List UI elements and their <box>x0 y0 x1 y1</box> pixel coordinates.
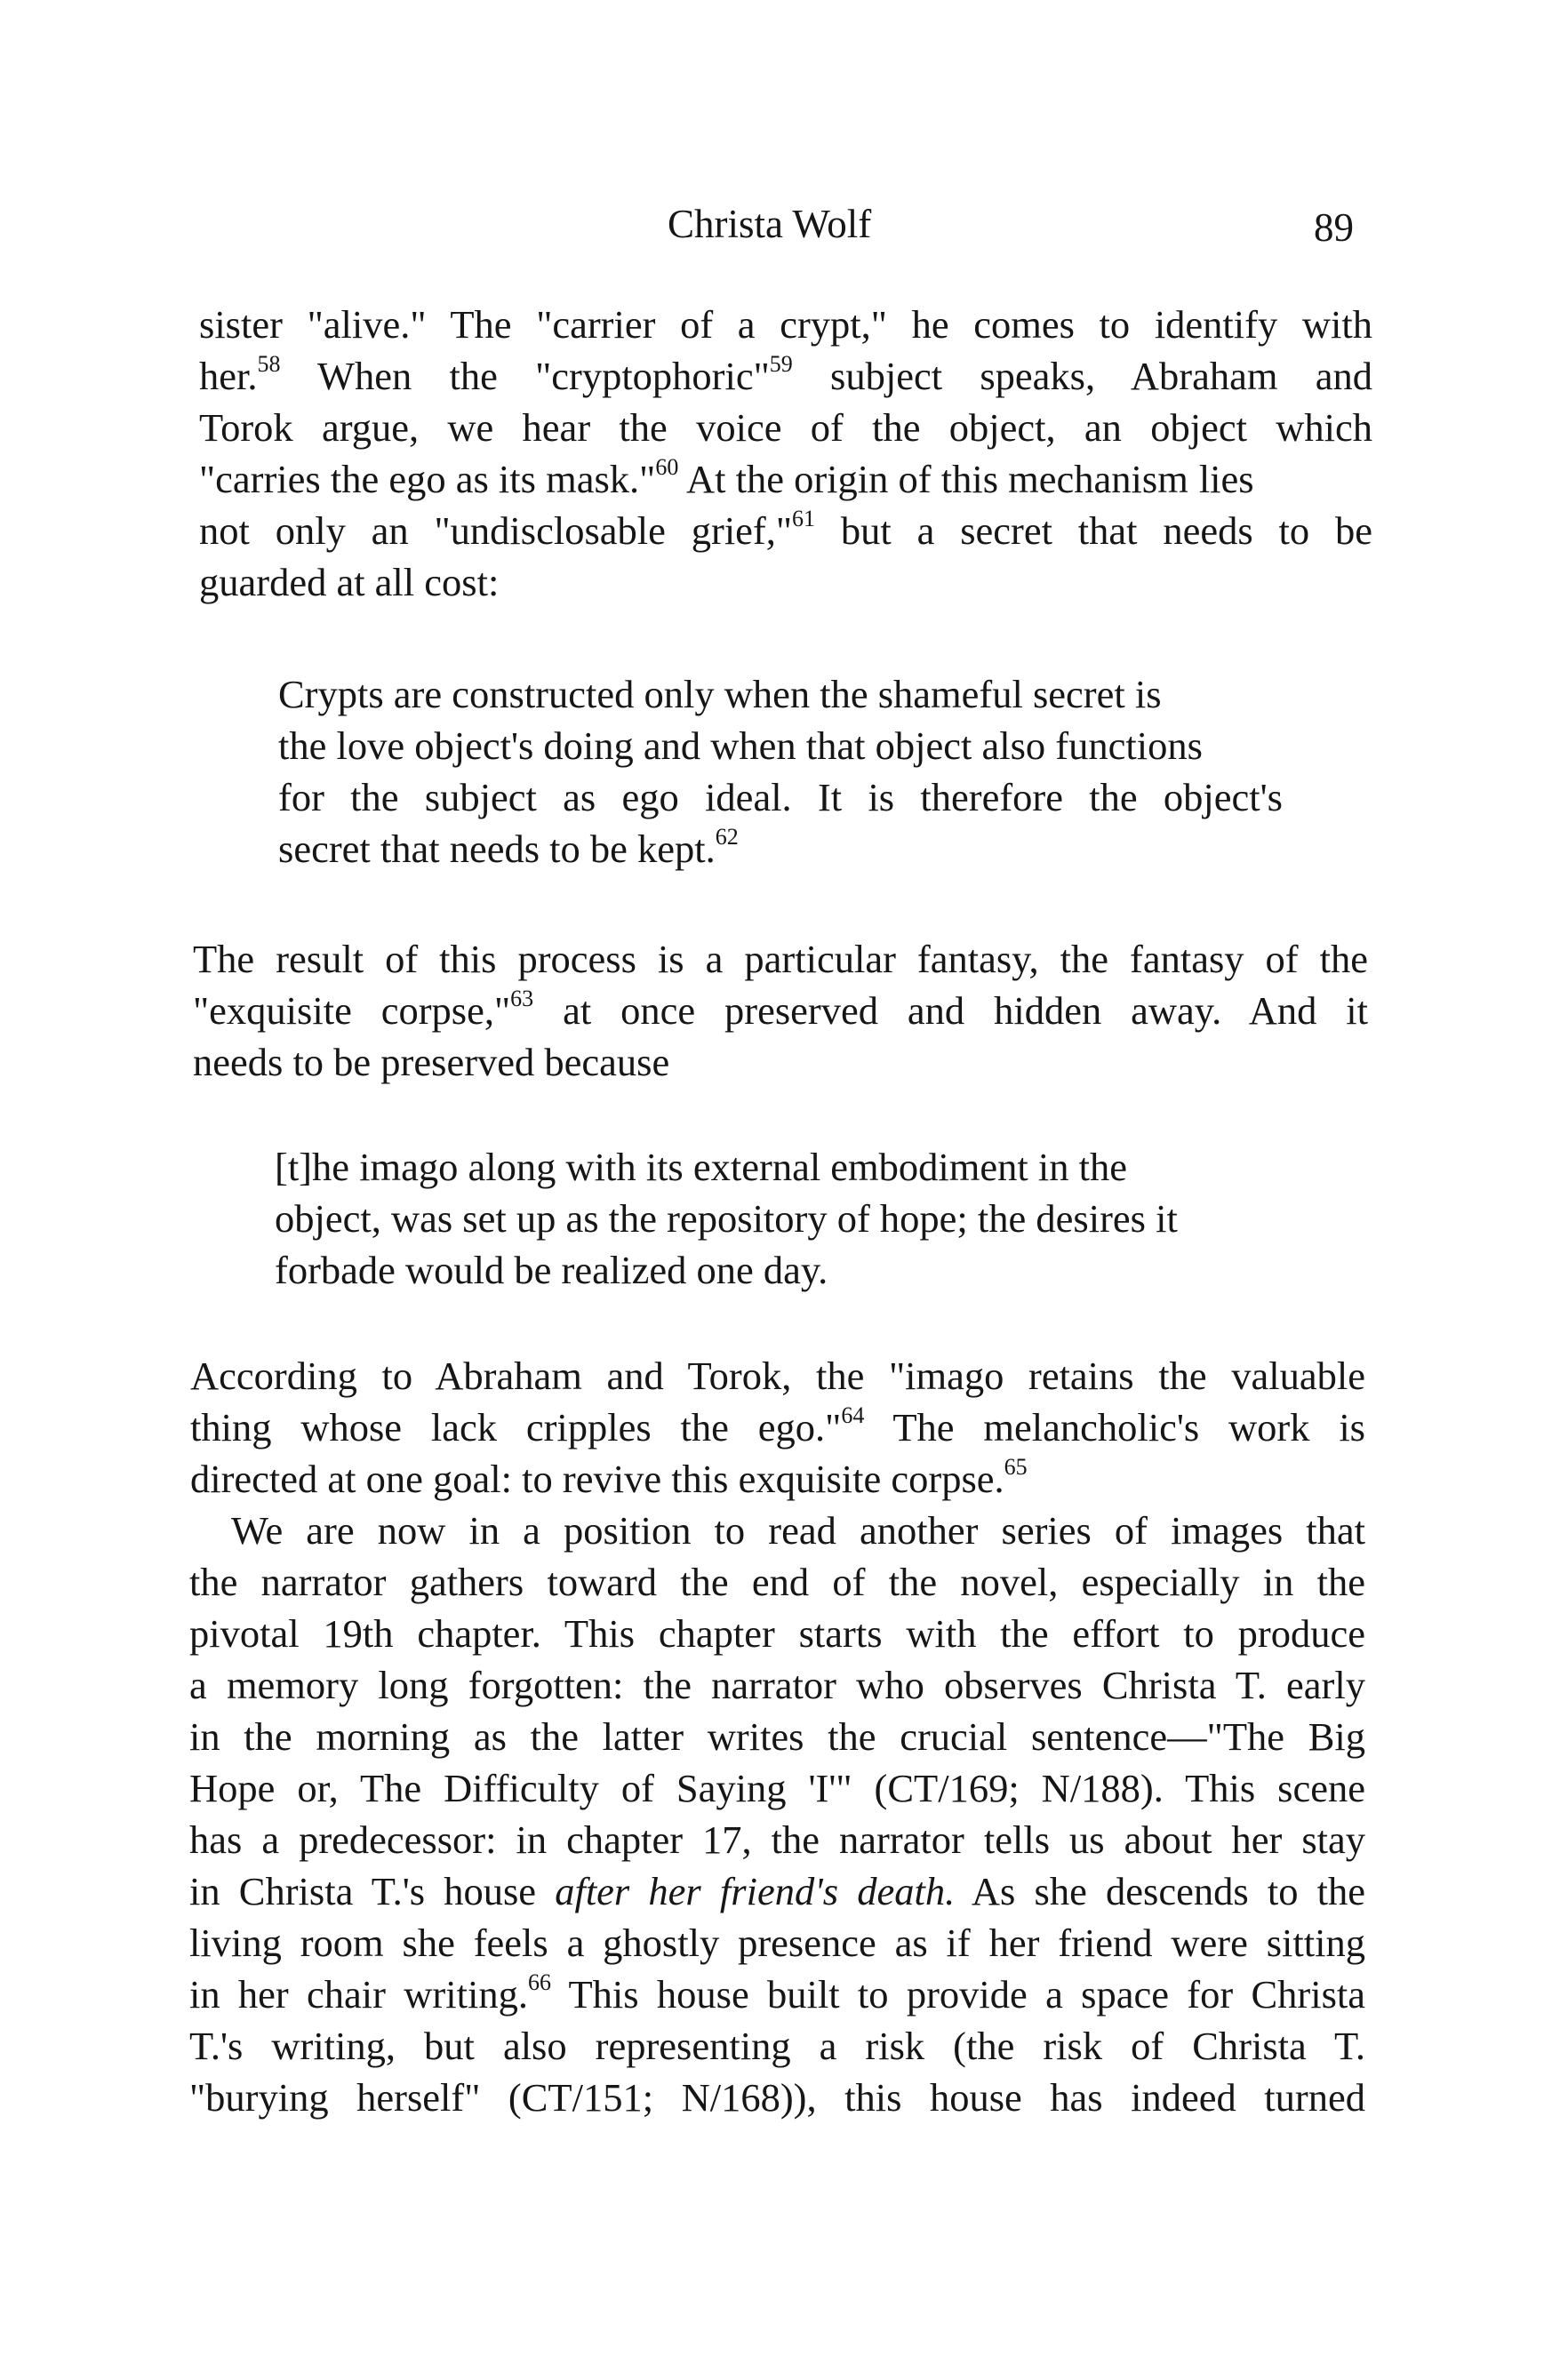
footnote-ref: 61 <box>792 506 816 532</box>
text-line: "burying herself" (CT/151; N/168)), this house has indeed turned <box>189 2075 1365 2120</box>
quote-line: the love object's doing and when that object also functions <box>278 723 1203 768</box>
running-title: Christa Wolf <box>668 202 872 246</box>
text-line: in the morning as the latter writes the crucial sentence—"The Big <box>189 1714 1365 1759</box>
text-line: her.$^{58}$ When the "cryptophoric"$^{59}$ subject speaks, Abraham and <box>199 351 1372 398</box>
footnote-ref: 63 <box>510 986 534 1012</box>
text-line: "carries the ego as its mask."$^{60}$ At the origin of this mechanism lies <box>199 454 1254 501</box>
footnote-ref: 59 <box>769 351 793 378</box>
quote-line: [t]he imago along with its external embodiment in the <box>275 1145 1127 1189</box>
text-line: the narrator gathers toward the end of the novel, especially in the <box>189 1560 1365 1604</box>
text-line: guarded at all cost: <box>199 560 500 604</box>
text-line: in her chair writing.$^{66}$ This house built to provide a space for Christa <box>189 1969 1365 2017</box>
footnote-ref: 65 <box>1004 1454 1028 1481</box>
page-number: 89 <box>1314 205 1354 250</box>
text-line: "exquisite corpse,"$^{63}$ at once preserved and hidden away. And it <box>193 986 1368 1033</box>
quote-line: secret that needs to be kept.$^{62}$ <box>278 824 739 871</box>
quote-line: object, was set up as the repository of hope; the desires it <box>275 1196 1178 1241</box>
text-line: pivotal 19th chapter. This chapter starts with the effort to produce <box>189 1611 1365 1656</box>
italic-phrase: after her friend's death. <box>555 1869 956 1913</box>
quote-line: forbade would be realized one day. <box>275 1248 828 1292</box>
text-line: We are now in a position to read another series of images that <box>231 1508 1365 1553</box>
footnote-ref: 58 <box>257 351 281 378</box>
text-line: in Christa T.'s house after her friend's death. As she descends to the <box>189 1869 1365 1913</box>
text-line: thing whose lack cripples the ego."$^{64}$ The melancholic's work is <box>190 1402 1366 1450</box>
footnote-ref: 66 <box>527 1969 551 1996</box>
text-line: According to Abraham and Torok, the "imago retains the valuable <box>190 1354 1365 1398</box>
running-head <box>0 197 1560 251</box>
text-line: has a predecessor: in chapter 17, the narrator tells us about her stay <box>189 1817 1365 1862</box>
footnote-ref: 60 <box>655 454 679 481</box>
text-line: living room she feels a ghostly presence as if her friend were sitting <box>189 1921 1365 1965</box>
text-line: Hope or, The Difficulty of Saying 'I'" (CT/169; N/188). This scene <box>189 1766 1365 1810</box>
text-line: Torok argue, we hear the voice of the object, an object which <box>199 405 1372 450</box>
quote-line: Crypts are constructed only when the shameful secret is <box>278 672 1162 716</box>
text-line: directed at one goal: to revive this exquisite corpse.$^{65}$ <box>190 1454 1028 1501</box>
text-line: needs to be preserved because <box>193 1040 670 1084</box>
text-line: The result of this process is a particular fantasy, the fantasy of the <box>193 937 1368 981</box>
footnote-ref: 62 <box>715 824 739 851</box>
text-line: sister "alive." The "carrier of a crypt," he comes to identify with <box>199 302 1372 347</box>
footnote-ref: 64 <box>841 1402 865 1429</box>
text-line: not only an "undisclosable grief,"$^{61}$ but a secret that needs to be <box>199 506 1372 553</box>
text-line: a memory long forgotten: the narrator who observes Christa T. early <box>189 1663 1365 1707</box>
text-line: T.'s writing, but also representing a risk (the risk of Christa T. <box>189 2024 1365 2068</box>
quote-line: for the subject as ego ideal. It is therefore the object's <box>278 775 1283 819</box>
